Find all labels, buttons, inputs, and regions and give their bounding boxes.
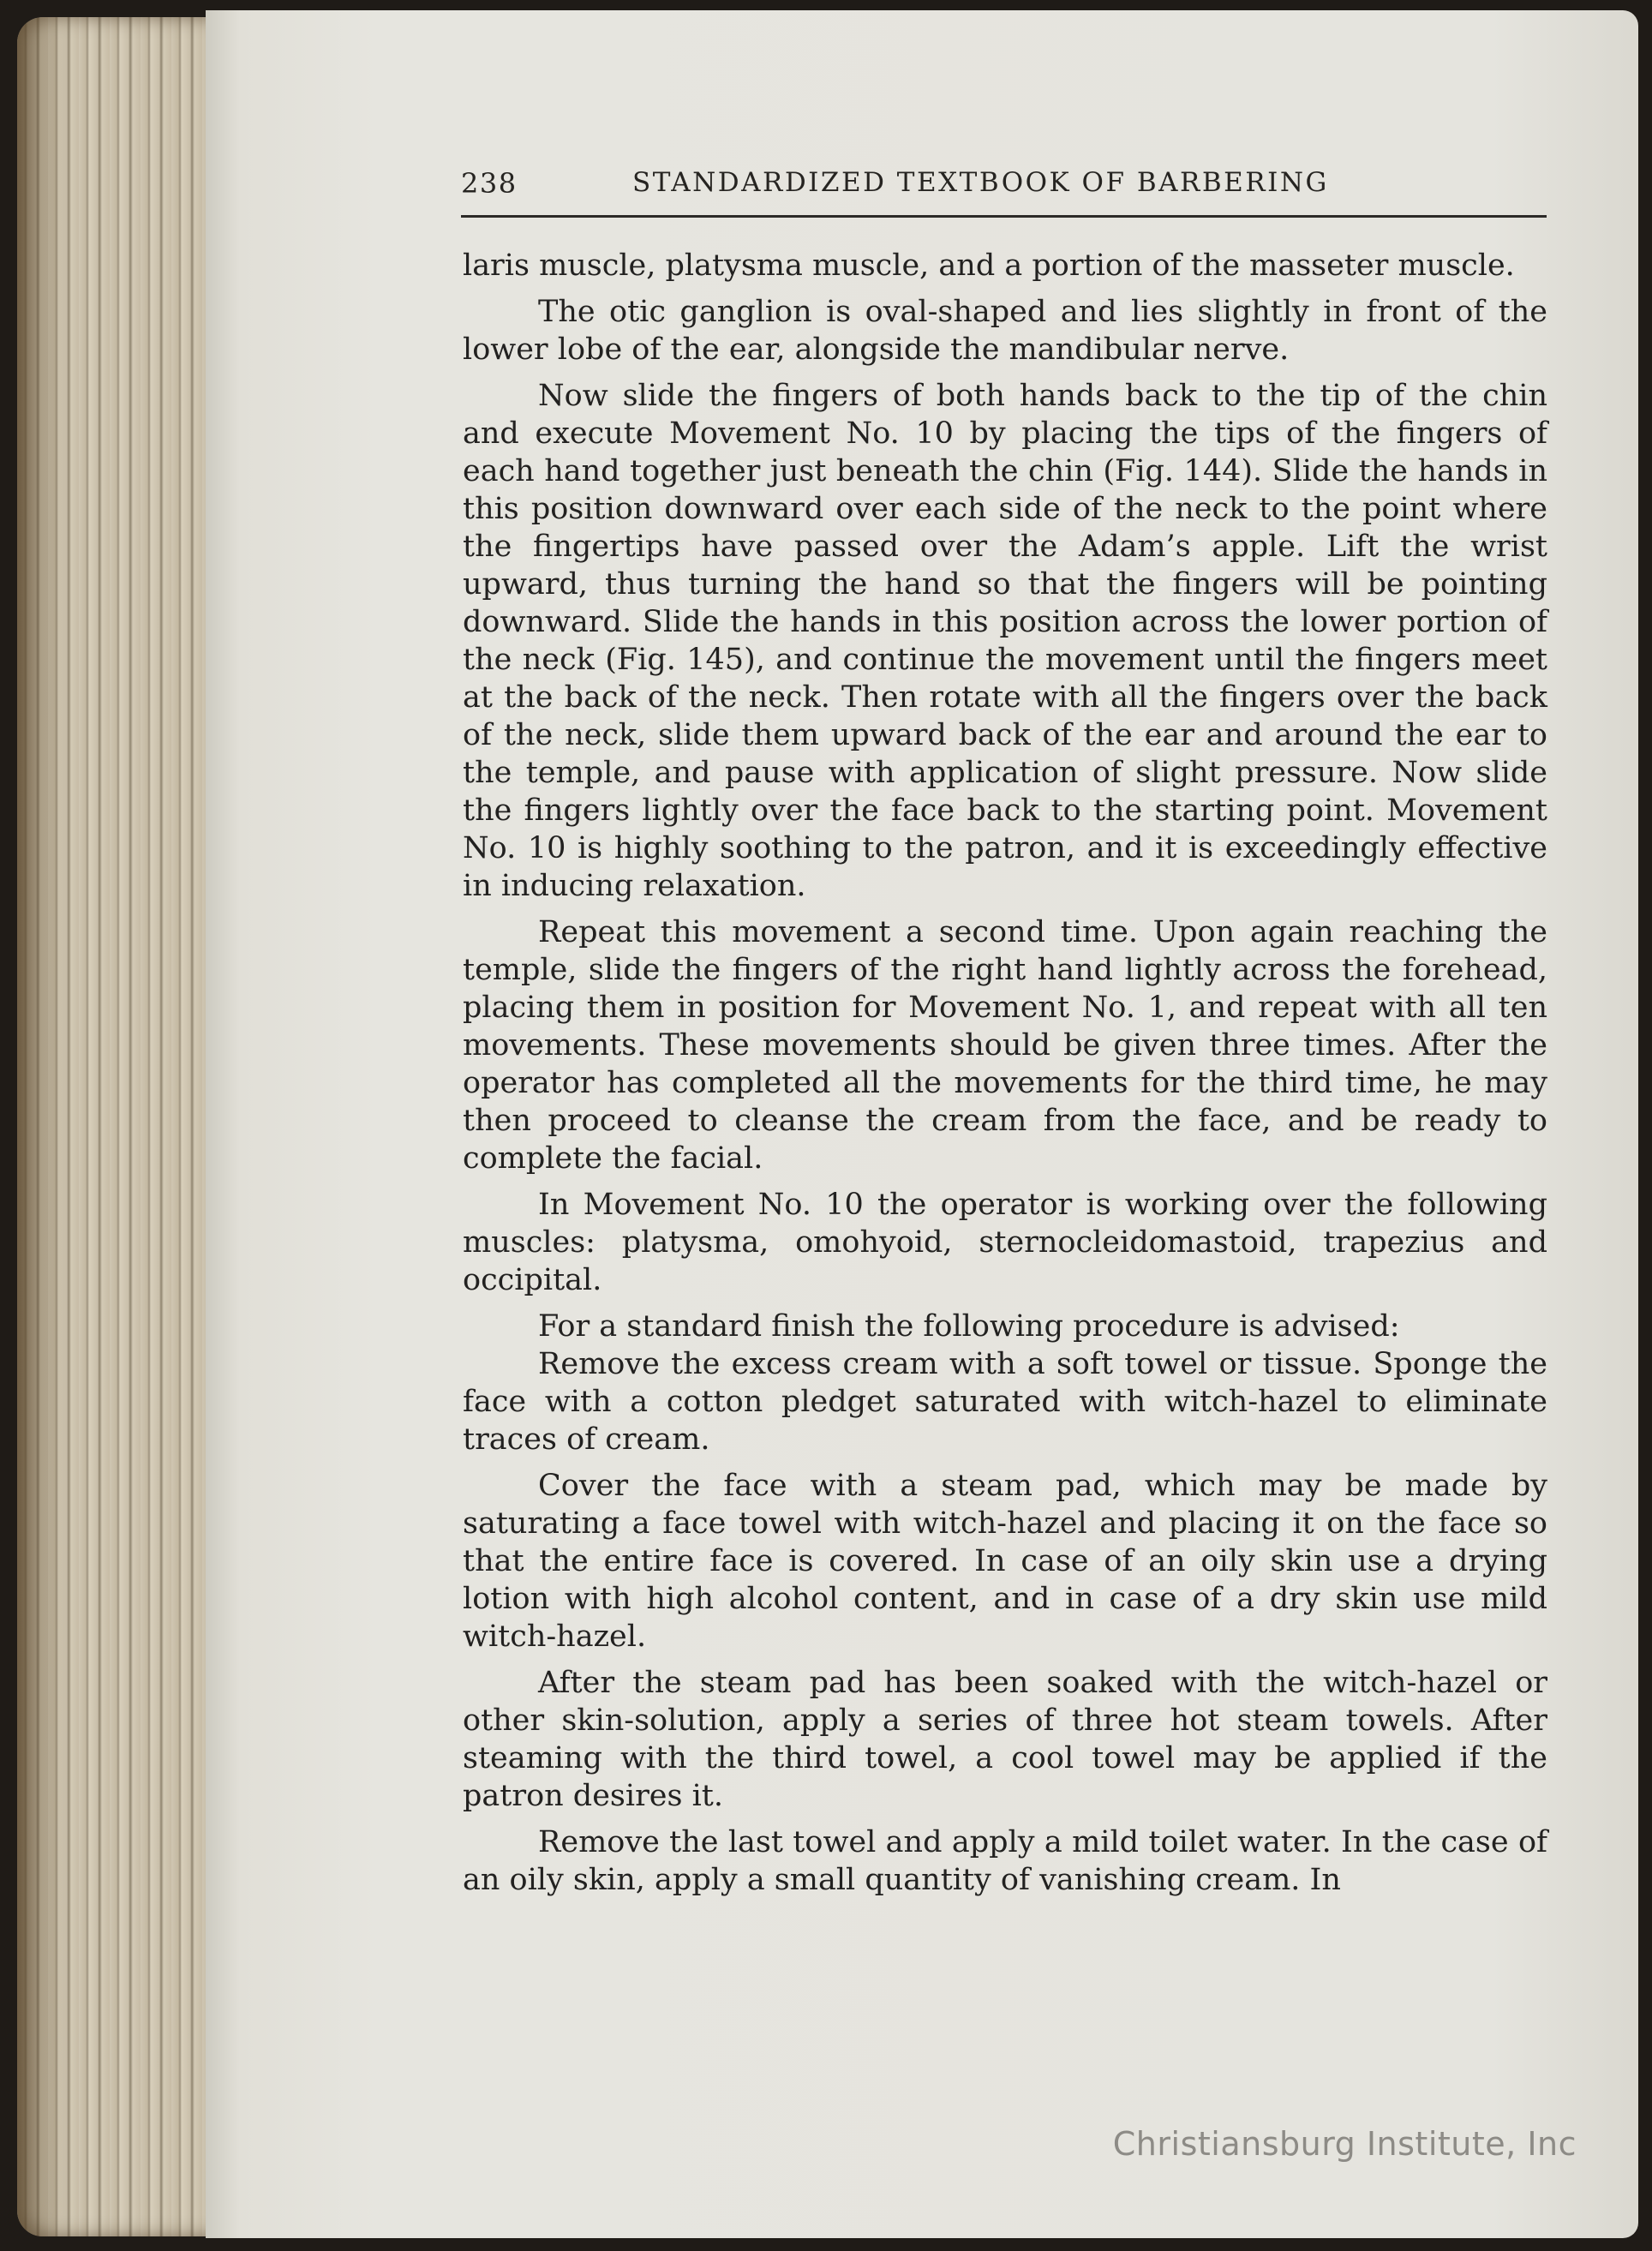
running-title: STANDARDIZED TEXTBOOK OF BARBERING bbox=[632, 167, 1329, 198]
paragraph-5: In Movement No. 10 the operator is working over the following muscles: platysma, omohyoid, sternocleidomastoid, trapezius and occipital. bbox=[463, 1188, 1547, 1297]
paragraph-3: Now slide the fingers of both hands back to the tip of the chin and execute Movement No. 10 by placing the tips of the fingers of each hand together just beneath the chin (Fig. 144). Slide the hands in this position downward over each side of the neck to the point where the fingertips have passed over the Adam’s apple. Lift the wrist upward, thus turning the hand so that the fingers will be pointing downward. Slide the hands in this position across the lower portion of the neck (Fig. 145), and continue the movement until the fingers meet at the back of the neck. Then rotate with all the fingers over the back of the neck, slide them upward back of the ear and around the ear to the temple, and pause with application of slight pressure. Now slide the fingers lightly over the face back to the starting point. Movement No. 10 is highly soothing to the patron, and it is exceedingly effective in inducing relaxation. bbox=[463, 379, 1547, 903]
paragraph-6: For a standard finish the following procedure is advised: bbox=[538, 1309, 1400, 1344]
paragraph-1: laris muscle, platysma muscle, and a portion of the masseter muscle. bbox=[463, 248, 1515, 283]
paragraph-7: Remove the excess cream with a soft towel or tissue. Sponge the face with a cotton pledget saturated with witch-hazel to eliminate traces of cream. bbox=[463, 1347, 1547, 1457]
page-header bbox=[461, 167, 1547, 218]
paragraph-9: After the steam pad has been soaked with the witch-hazel or other skin-solution, apply a series of three hot steam towels. After steaming with the third towel, a cool towel may be applied if the patron desires it. bbox=[463, 1666, 1547, 1813]
page-number: 238 bbox=[461, 167, 518, 200]
paragraph-4: Repeat this movement a second time. Upon again reaching the temple, slide the fingers of the right hand lightly across the forehead, placing them in position for Movement No. 1, and repeat with all ten movements. These movements should be given three times. After the operator has completed all the movements for the third time, he may then proceed to cleanse the cream from the face, and be ready to complete the facial. bbox=[463, 915, 1547, 1176]
body-text bbox=[463, 247, 1547, 1907]
watermark: Christiansburg Institute, Inc bbox=[1112, 2125, 1577, 2163]
paragraph-10: Remove the last towel and apply a mild toilet water. In the case of an oily skin, apply a small quantity of vanishing cream. In bbox=[463, 1825, 1547, 1897]
paragraph-8: Cover the face with a steam pad, which may be made by saturating a face towel with witch-hazel and placing it on the face so that the entire face is covered. In case of an oily skin use a drying lotion with high alcohol content, and in case of a dry skin use mild witch-hazel. bbox=[463, 1469, 1547, 1654]
paragraph-2: The otic ganglion is oval-shaped and lies slightly in front of the lower lobe of the ear, alongside the mandibular nerve. bbox=[463, 295, 1547, 367]
